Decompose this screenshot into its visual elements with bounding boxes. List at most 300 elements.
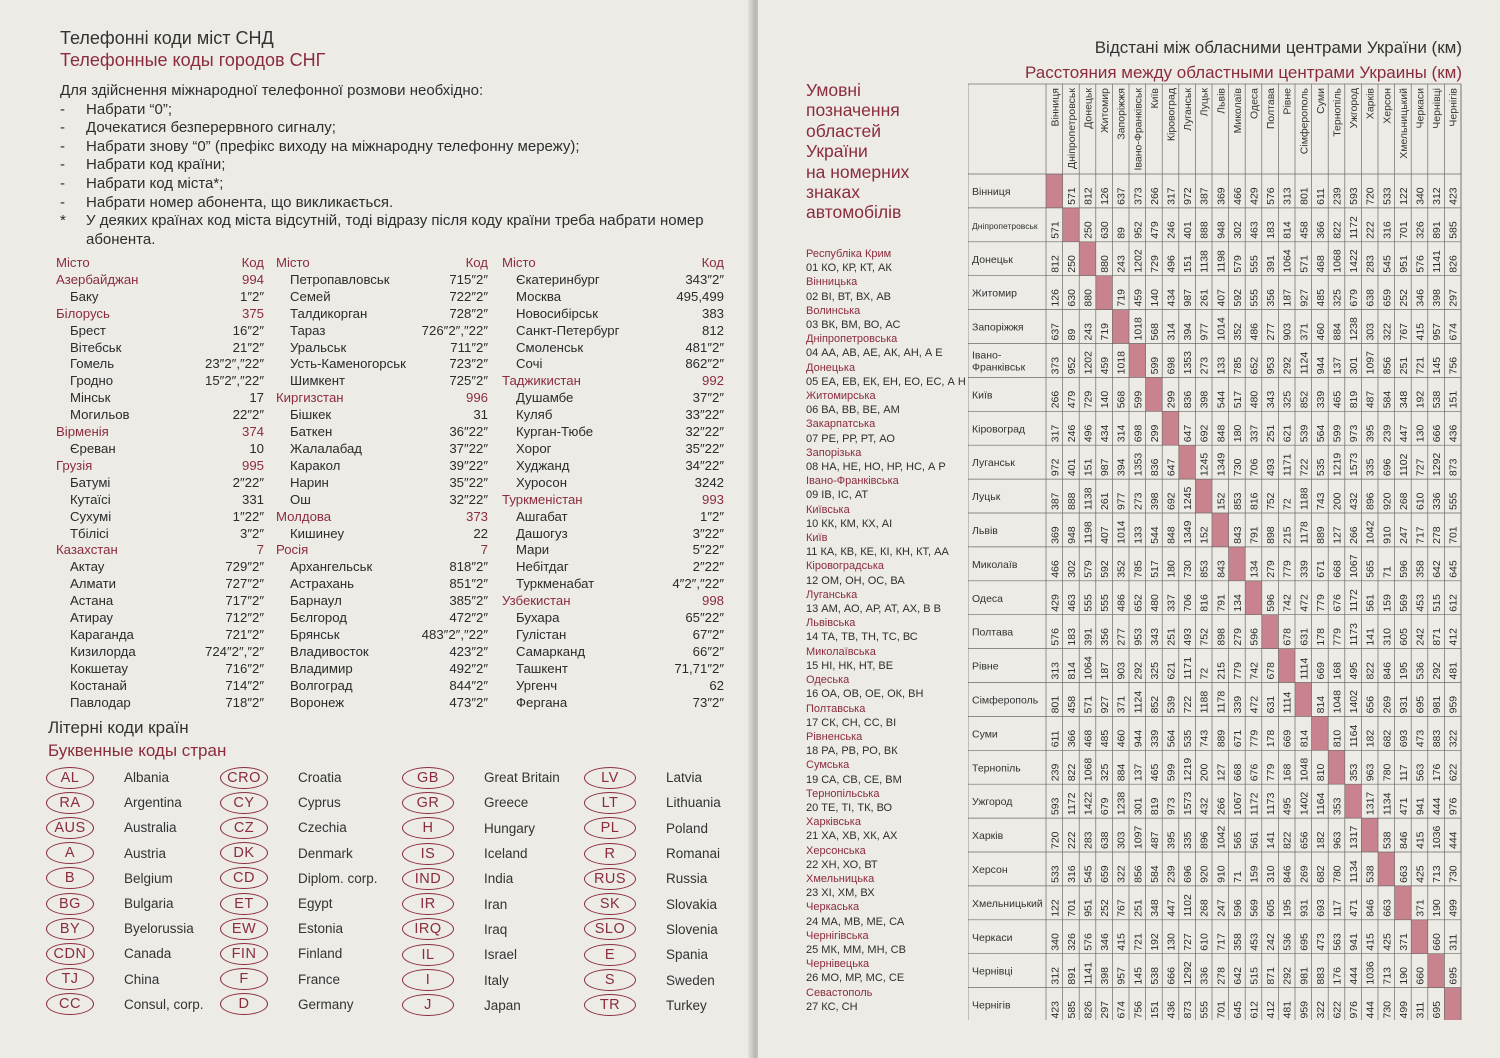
city-row	[276, 373, 488, 390]
country-code: 998	[701, 593, 724, 609]
distance-value: 1202	[1132, 249, 1145, 273]
distance-value: 637	[1049, 322, 1062, 341]
instruction-text: У деяких країнах код міста відсутній, тоді відразу після коду країни треба набрати номер абонента.	[86, 212, 704, 248]
distance-value: 883	[1431, 729, 1444, 748]
distance-value: 444	[1364, 1000, 1377, 1019]
plate-region-codes: 20 ТЕ, ТІ, ТК, ВО	[806, 801, 893, 814]
distance-value: 250	[1065, 255, 1078, 273]
city-row	[56, 390, 264, 407]
city-name: Бухара	[516, 610, 560, 626]
country-english-name: Sweden	[666, 972, 715, 988]
distance-value: 1349	[1215, 452, 1228, 477]
distance-value: 453	[1248, 933, 1261, 951]
distance-value: 1067	[1348, 554, 1361, 578]
country-code: 375	[241, 305, 264, 321]
city-name: Тбілісі	[70, 525, 109, 541]
distance-value: 303	[1364, 322, 1377, 341]
distance-value: 299	[1148, 424, 1161, 443]
distance-value: 180	[1165, 560, 1178, 578]
distance-value: 987	[1182, 289, 1195, 307]
distance-value: 1292	[1431, 452, 1444, 477]
distance-value: 674	[1115, 1000, 1128, 1019]
distance-value: 261	[1198, 289, 1211, 307]
country-english-name: Poland	[666, 820, 709, 836]
distance-value: 896	[1364, 492, 1377, 510]
distance-value: 561	[1364, 594, 1377, 612]
distance-value: 317	[1165, 187, 1178, 205]
distance-value: 343	[1148, 628, 1161, 646]
distance-value: 266	[1215, 797, 1228, 816]
column-city-label: Луцьк	[1198, 88, 1211, 117]
distance-value: 447	[1165, 899, 1178, 917]
distance-value: 302	[1231, 221, 1244, 239]
city-row	[56, 407, 264, 424]
distance-value: 1102	[1397, 453, 1410, 477]
distance-value: 719	[1099, 322, 1112, 341]
distance-value: 555	[1099, 594, 1112, 612]
city-name: Кокшетау	[70, 660, 128, 676]
distance-value: 948	[1215, 221, 1228, 239]
distance-value: 555	[1248, 255, 1261, 273]
distance-value: 656	[1364, 695, 1377, 714]
phone-codes-title-ua: Телефонні коди міст СНД	[60, 28, 274, 48]
country-letter-oval: SK	[584, 893, 636, 915]
distance-value: 1172	[1348, 589, 1361, 612]
column-city-label: Харків	[1364, 88, 1377, 120]
city-code: 3242	[694, 474, 724, 490]
distance-value: 576	[1265, 187, 1278, 205]
distance-value: 663	[1397, 865, 1410, 883]
distance-value: 752	[1265, 492, 1278, 510]
city-row	[56, 340, 264, 357]
distance-value: 880	[1099, 255, 1112, 273]
distance-value: 678	[1281, 628, 1294, 646]
city-name: Батумі	[70, 474, 111, 490]
distance-value: 395	[1165, 831, 1178, 849]
distance-value: 846	[1364, 899, 1377, 917]
instruction-bullet: -	[60, 100, 65, 118]
distance-value: 243	[1082, 322, 1095, 341]
distance-value: 871	[1265, 967, 1278, 985]
city-name: Куляб	[516, 407, 553, 423]
column-city-label: Рівне	[1281, 88, 1294, 115]
city-name: Гродно	[70, 373, 114, 389]
distance-value: 465	[1331, 390, 1344, 409]
distance-value: 674	[1447, 322, 1460, 341]
distance-value: 1036	[1364, 961, 1377, 985]
letter-code-row	[220, 815, 378, 840]
row-city-label: Луцьк	[972, 491, 1001, 504]
city-row	[276, 356, 488, 373]
distance-value: 242	[1265, 933, 1278, 951]
distance-value: 568	[1115, 390, 1128, 409]
distance-value: 444	[1348, 967, 1361, 985]
city-row	[56, 678, 264, 695]
distance-value: 952	[1065, 356, 1078, 375]
column-header	[56, 255, 264, 272]
letter-codes-title-ua: Літерні коди країн	[48, 718, 189, 737]
city-name: Ургенч	[516, 677, 558, 693]
country-letter-oval: CY	[220, 792, 268, 814]
plate-region-name: Дніпропетровська	[806, 333, 898, 346]
diagonal-cell	[1195, 479, 1212, 513]
distance-value: 987	[1099, 458, 1112, 477]
country-name: Молдова	[276, 508, 332, 524]
city-row	[502, 306, 724, 323]
country-english-name: Iraq	[484, 921, 508, 937]
letter-code-row	[584, 765, 721, 790]
city-row	[502, 610, 724, 627]
city-code: 1″22″	[232, 508, 264, 524]
distance-value: 252	[1099, 899, 1112, 917]
distance-value: 1141	[1431, 250, 1444, 273]
distance-value: 846	[1397, 831, 1410, 849]
city-name: Мари	[516, 542, 550, 558]
distance-value: 335	[1182, 831, 1195, 849]
distance-value: 539	[1165, 695, 1178, 714]
city-row	[502, 458, 724, 475]
instruction-line	[60, 101, 720, 120]
right-page	[758, 0, 1500, 1058]
distance-value: 889	[1215, 729, 1228, 748]
distance-value: 565	[1231, 831, 1244, 849]
city-code: 844″2″	[449, 677, 488, 693]
distance-value: 727	[1414, 458, 1427, 477]
distance-value: 1422	[1348, 249, 1361, 273]
plate-title-line: автомобілів	[806, 202, 902, 223]
country-row	[502, 492, 724, 509]
distance-value: 247	[1215, 899, 1228, 917]
diagonal-cell	[1212, 513, 1229, 547]
distance-value: 1018	[1132, 317, 1145, 341]
distance-value: 1198	[1215, 250, 1228, 273]
distance-value: 246	[1165, 221, 1178, 239]
diagonal-cell	[1179, 445, 1196, 479]
distance-value: 696	[1182, 865, 1195, 883]
country-english-name: Italy	[484, 972, 509, 988]
distance-value: 652	[1132, 594, 1145, 612]
city-row	[56, 576, 264, 593]
letter-code-row	[220, 916, 378, 941]
distance-value: 596	[1231, 899, 1244, 917]
distance-value: 412	[1265, 1000, 1278, 1019]
distance-value: 458	[1298, 221, 1311, 239]
distance-value: 242	[1414, 628, 1427, 646]
column-city-label: Івано-Франківськ	[1132, 88, 1145, 171]
distance-value: 814	[1314, 695, 1327, 714]
city-name: Актау	[70, 559, 105, 575]
plate-region-name: Луганська	[806, 588, 858, 601]
distance-value: 539	[1298, 424, 1311, 443]
distance-value: 692	[1198, 424, 1211, 443]
city-row	[56, 644, 264, 661]
distance-value: 720	[1364, 187, 1377, 205]
header-city: Місто	[56, 255, 90, 270]
city-row	[502, 542, 724, 559]
column-city-label: Черкаси	[1414, 88, 1427, 129]
distance-value: 266	[1348, 526, 1361, 544]
distance-value: 493	[1265, 458, 1278, 477]
distance-value: 436	[1447, 424, 1460, 443]
country-english-name: Spania	[666, 947, 709, 963]
distance-value: 682	[1314, 865, 1327, 883]
distance-value: 836	[1148, 458, 1161, 477]
distance-value: 931	[1397, 695, 1410, 714]
diagonal-cell	[1411, 920, 1428, 954]
distance-value: 1173	[1265, 792, 1278, 816]
distance-value: 592	[1231, 289, 1244, 307]
distance-value: 972	[1049, 458, 1062, 477]
column-city-label: Львів	[1215, 88, 1228, 114]
city-code: 473″2″	[449, 694, 488, 710]
distance-value: 472	[1298, 594, 1311, 612]
plate-region-name: Одеська	[806, 674, 850, 687]
distance-value: 599	[1165, 763, 1178, 782]
plate-region-codes: 02 ВІ, ВТ, ВХ, АВ	[806, 290, 891, 303]
country-row	[56, 306, 264, 323]
row-city-label: Львів	[972, 524, 998, 537]
distance-value: 176	[1431, 763, 1444, 782]
city-name: Новосибірськ	[516, 305, 599, 321]
plate-region-codes: 24 МА, МВ, МЕ, СА	[806, 915, 905, 928]
distance-value: 151	[1082, 458, 1095, 477]
letter-code-row	[46, 866, 204, 891]
distance-value: 730	[1182, 560, 1195, 578]
city-name: Астана	[70, 593, 114, 609]
plate-region-name: Вінницька	[806, 276, 858, 289]
distance-value: 1164	[1348, 724, 1361, 748]
city-row	[276, 475, 488, 492]
distance-value: 596	[1397, 560, 1410, 578]
distance-value: 278	[1431, 526, 1444, 544]
distance-value: 356	[1265, 289, 1278, 307]
distance-value: 848	[1215, 424, 1228, 443]
city-row	[276, 407, 488, 424]
distance-value: 1178	[1215, 690, 1228, 714]
column-city-label: Дніпропетровськ	[1065, 88, 1078, 170]
distance-value: 927	[1298, 289, 1311, 307]
distance-value: 884	[1115, 763, 1128, 782]
city-row	[502, 695, 724, 712]
city-row	[276, 441, 488, 458]
distance-value: 1064	[1281, 249, 1294, 273]
city-row	[276, 272, 488, 289]
distance-value: 313	[1281, 187, 1294, 205]
plate-region-codes: 26 МО, МР, МС, СЕ	[806, 972, 905, 985]
city-code: 343″2″	[685, 271, 724, 287]
country-english-name: Hungary	[484, 820, 536, 836]
distance-value: 944	[1314, 356, 1327, 375]
distance-value: 353	[1348, 763, 1361, 782]
distance-value: 195	[1281, 899, 1294, 917]
row-city-label: Івано-Франківськ	[972, 349, 1026, 374]
city-row	[276, 678, 488, 695]
city-row	[502, 441, 724, 458]
plate-region-codes: 12 ОМ, ОН, ОС, ВА	[806, 574, 905, 587]
column-city-label: Суми	[1314, 88, 1327, 114]
distance-value: 251	[1165, 628, 1178, 646]
distance-value: 401	[1065, 458, 1078, 477]
plate-region-name: Херсонська	[806, 844, 866, 857]
distance-value: 311	[1447, 933, 1460, 951]
distance-value: 141	[1364, 628, 1377, 646]
plate-region-name: Хмельницька	[806, 872, 875, 885]
distance-value: 695	[1414, 695, 1427, 714]
letter-codes-title-ru: Буквенные коды стран	[48, 741, 227, 760]
distance-value: 822	[1331, 221, 1344, 239]
row-city-label: Рівне	[972, 660, 999, 673]
city-name: Гомель	[70, 356, 115, 372]
country-english-name: Greece	[484, 795, 529, 811]
distance-value: 192	[1414, 390, 1427, 409]
country-letter-oval: CZ	[220, 817, 268, 839]
diagonal-cell	[1162, 411, 1179, 445]
distance-value: 1238	[1348, 317, 1361, 341]
distance-value: 666	[1165, 967, 1178, 985]
letter-code-row	[46, 967, 204, 992]
letter-codes-column-1	[46, 765, 204, 1017]
distance-value: 785	[1231, 356, 1244, 375]
country-letter-oval: RA	[46, 792, 94, 814]
country-row	[56, 424, 264, 441]
column-city-label: Полтава	[1265, 88, 1278, 130]
plate-region-codes: 09 ІВ, ІС, АТ	[806, 489, 869, 502]
distance-value: 535	[1182, 729, 1195, 748]
city-row	[56, 289, 264, 306]
distance-value: 676	[1331, 594, 1344, 612]
distance-value: 671	[1231, 729, 1244, 748]
city-name: Гулістан	[516, 626, 567, 642]
distance-value: 910	[1215, 865, 1228, 883]
city-name: Караганда	[70, 626, 134, 642]
plate-title-line: областей	[806, 120, 881, 141]
distance-value: 322	[1381, 322, 1394, 341]
distance-value: 187	[1099, 661, 1112, 680]
distance-value: 822	[1281, 831, 1294, 849]
distance-value: 896	[1198, 831, 1211, 849]
distance-value: 652	[1248, 356, 1261, 375]
city-name: Павлодар	[70, 694, 131, 710]
distance-value: 460	[1115, 729, 1128, 748]
distance-value: 659	[1381, 289, 1394, 307]
country-row	[56, 458, 264, 475]
distance-value: 358	[1414, 560, 1427, 578]
distance-value: 730	[1447, 865, 1460, 883]
distance-value: 767	[1397, 322, 1410, 341]
distance-value: 1317	[1364, 791, 1377, 816]
row-city-label: Черкаси	[972, 931, 1013, 944]
plate-region-name: Закарпатська	[806, 418, 876, 431]
distance-value: 340	[1414, 187, 1427, 205]
distance-value: 487	[1148, 831, 1161, 849]
distance-value: 698	[1132, 424, 1145, 443]
distance-value: 182	[1364, 729, 1377, 748]
distance-value: 127	[1331, 526, 1344, 544]
distance-value: 944	[1132, 729, 1145, 748]
distance-value: 1188	[1198, 690, 1211, 714]
distance-value: 695	[1298, 933, 1311, 951]
distance-value: 187	[1281, 289, 1294, 307]
country-english-name: Cyprus	[298, 795, 341, 811]
country-letter-oval: TJ	[46, 968, 94, 990]
distance-value: 698	[1165, 356, 1178, 375]
city-row	[276, 340, 488, 357]
city-name: Шимкент	[290, 373, 346, 389]
instruction-text: Набрати код міста*;	[86, 174, 224, 192]
distance-value: 592	[1099, 560, 1112, 578]
country-letter-oval: PL	[584, 817, 636, 839]
distance-value: 279	[1231, 628, 1244, 646]
distance-value: 140	[1148, 289, 1161, 307]
distance-value: 444	[1431, 797, 1444, 816]
distance-value: 515	[1248, 967, 1261, 985]
distance-value: 1042	[1364, 520, 1377, 544]
city-row	[276, 492, 488, 509]
plate-region-codes: 17 СК, СН, СС, ВІ	[806, 716, 897, 729]
country-english-name: Albania	[124, 770, 170, 786]
distance-value: 671	[1314, 560, 1327, 578]
country-letter-oval: A	[46, 842, 94, 864]
country-row	[502, 593, 724, 610]
city-name: Санкт-Петербург	[516, 322, 620, 338]
letter-code-row	[402, 866, 560, 891]
country-english-name: Latvia	[666, 770, 703, 786]
city-code: 2″22″	[692, 559, 724, 575]
distance-value: 780	[1381, 763, 1394, 782]
city-code: 483″2″,″22″	[421, 626, 488, 642]
distance-value: 180	[1231, 424, 1244, 443]
distance-value: 480	[1248, 390, 1261, 409]
city-name: Костанай	[70, 677, 127, 693]
diagonal-cell	[1345, 784, 1362, 818]
distance-value: 1114	[1298, 657, 1311, 680]
distance-value: 137	[1132, 763, 1145, 782]
distance-value: 693	[1314, 899, 1327, 917]
country-letter-oval: I	[402, 969, 454, 991]
city-code: 62	[709, 677, 724, 693]
distance-value: 622	[1447, 763, 1460, 782]
distance-value: 358	[1231, 933, 1244, 951]
country-name: Росія	[276, 542, 309, 558]
city-name: Баткен	[290, 424, 333, 440]
plate-region-name: Черкаська	[806, 901, 860, 914]
city-name: Туркменабат	[516, 576, 595, 592]
plate-region-name: Харківська	[806, 816, 861, 829]
country-name: Киргизстан	[276, 390, 344, 406]
distance-value: 322	[1115, 865, 1128, 883]
letter-code-row	[584, 993, 721, 1018]
distance-value: 585	[1447, 221, 1460, 239]
country-letter-oval: CC	[46, 993, 94, 1015]
distance-value: 346	[1414, 289, 1427, 307]
country-english-name: Slovakia	[666, 896, 718, 912]
city-code: 67″2″	[692, 626, 724, 642]
distance-value: 659	[1099, 865, 1112, 883]
phone-codes-title-ru: Телефонные коды городов СНГ	[60, 50, 326, 70]
distance-value: 717	[1414, 526, 1427, 544]
distance-value: 544	[1215, 390, 1228, 409]
distance-value: 545	[1082, 865, 1095, 883]
distance-value: 642	[1231, 967, 1244, 985]
diagonal-cell	[1395, 886, 1412, 920]
distance-value: 471	[1348, 899, 1361, 917]
country-row	[502, 373, 724, 390]
distance-value: 487	[1364, 390, 1377, 409]
distance-value: 394	[1115, 458, 1128, 477]
distance-value: 611	[1314, 188, 1327, 205]
distance-value: 682	[1381, 729, 1394, 748]
distance-value: 941	[1414, 797, 1427, 816]
